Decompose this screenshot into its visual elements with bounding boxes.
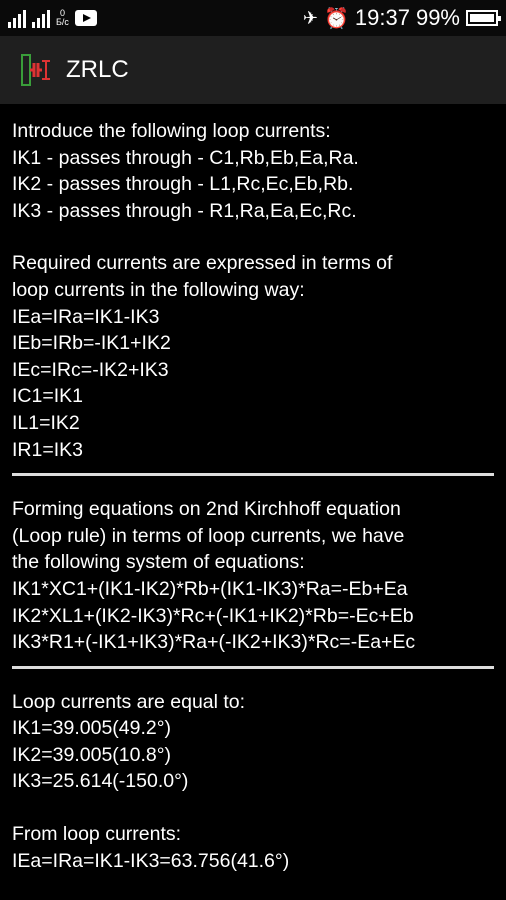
status-bar — [0, 0, 506, 36]
app-title: ZRLC — [66, 56, 129, 83]
kirchhoff-text-3: the following system of equations: — [12, 551, 305, 574]
required-currents-text-2: loop currents in the following way: — [12, 278, 305, 301]
battery-percent: 99% — [415, 5, 460, 30]
battery-icon — [466, 10, 498, 26]
intro-text: Introduce the following loop currents: — [12, 120, 331, 142]
system-equation: IK3*R1+(-IK1+IK3)*Ra+(-IK2+IK3)*Rc=-Ea+Ec — [12, 631, 416, 654]
divider — [12, 666, 494, 669]
app-bar — [0, 36, 506, 104]
signal-icon-2 — [32, 8, 50, 28]
mute-icon: ✈ — [302, 7, 318, 28]
current-equation: IC1=IK1 — [12, 385, 84, 408]
clock: 19:37 — [354, 5, 410, 30]
alarm-icon: ⏰ — [323, 7, 349, 30]
derived-current-value: IEa=IRa=IK1-IK3=63.756(41.6°) — [12, 849, 290, 872]
kirchhoff-text-2: (Loop rule) in terms of loop currents, we have — [12, 524, 405, 547]
loop-current-value: IK2=39.005(10.8°) — [12, 743, 172, 766]
result-content — [0, 104, 506, 874]
system-equation: IK2*XL1+(IK2-IK3)*Rc+(-IK1+IK2)*Rb=-Ec+Eb — [12, 604, 414, 627]
app-logo-icon[interactable] — [20, 53, 54, 87]
divider — [12, 473, 494, 476]
current-equation: IEa=IRa=IK1-IK3 — [12, 305, 160, 328]
signal-icon — [8, 8, 26, 28]
from-loop-currents-heading: From loop currents: — [12, 823, 182, 846]
kirchhoff-text: Forming equations on 2nd Kirchhoff equation — [12, 498, 401, 521]
loop-current-value: IK1=39.005(49.2°) — [12, 717, 172, 740]
loop-currents-heading: Loop currents are equal to: — [12, 690, 246, 713]
required-currents-text: Required currents are expressed in terms of — [12, 252, 393, 275]
current-equation: IR1=IK3 — [12, 438, 84, 461]
network-speed-indicator: 0 Б/с — [56, 8, 69, 27]
system-equation: IK1*XC1+(IK1-IK2)*Rb+(IK1-IK3)*Ra=-Eb+Ea — [12, 577, 408, 600]
current-equation: IEb=IRb=-IK1+IK2 — [12, 332, 171, 355]
youtube-icon — [75, 10, 97, 26]
loop-ik3-text: IK3 - passes through - R1,Ra,Ea,Ec,Rc. — [12, 199, 357, 222]
current-equation: IEc=IRc=-IK2+IK3 — [12, 358, 169, 381]
loop-ik1-text: IK1 - passes through - C1,Rb,Eb,Ea,Ra. — [12, 146, 359, 169]
loop-ik2-text: IK2 - passes through - L1,Rc,Ec,Eb,Rb. — [12, 173, 354, 196]
current-equation: IL1=IK2 — [12, 411, 80, 434]
loop-current-value: IK3=25.614(-150.0°) — [12, 770, 189, 793]
